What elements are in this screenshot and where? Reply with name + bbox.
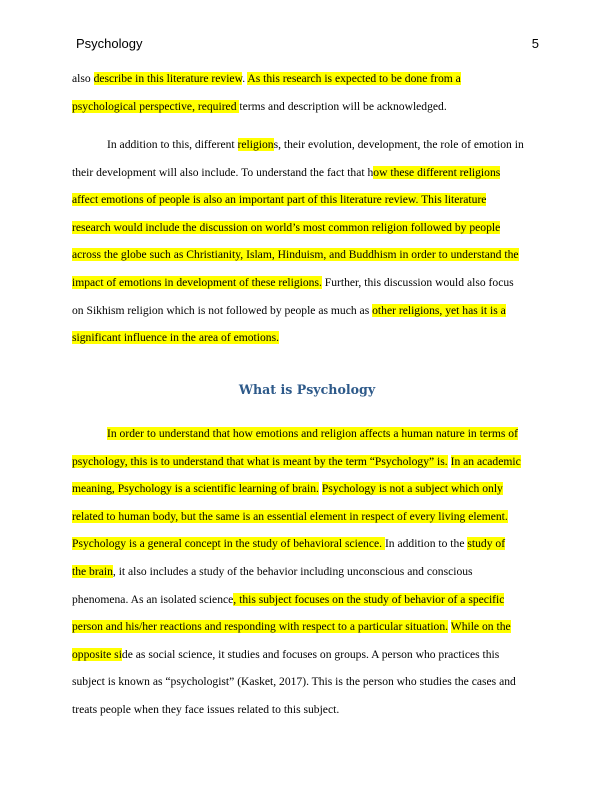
running-head: Psychology [76, 36, 143, 51]
text-run: In addition to the [384, 537, 468, 551]
highlighted-text: As this research is expected to be done from a [247, 72, 461, 85]
page-header [76, 36, 539, 52]
text-line [72, 420, 542, 448]
highlighted-text: other religions, yet has it is a [372, 303, 506, 317]
paragraph-3 [72, 420, 542, 724]
text-run: de as social science, it studies and focuses on groups. A person who practices this [121, 647, 500, 661]
text-line [72, 186, 542, 214]
highlighted-text: impact of emotions in development of these religions. [72, 275, 322, 289]
highlighted-text: psychology, this is to understand that what is meant by the term “Psychology” is. [72, 454, 448, 468]
highlighted-text: across the globe such as Christianity, Islam, Hinduism, and Buddhism in order to understand the [72, 248, 519, 262]
section-heading: What is Psychology [238, 382, 376, 397]
highlighted-text: psychological perspective, required [72, 99, 240, 113]
highlighted-text: While on the [450, 620, 511, 634]
text-line [72, 668, 542, 696]
text-line [72, 297, 542, 325]
highlighted-text: study of [467, 537, 506, 551]
paragraph-1 [72, 65, 542, 120]
text-line [72, 475, 542, 503]
highlighted-text: In order to understand that how emotions and religion affects a human nature in terms of [107, 427, 518, 440]
text-line [72, 641, 542, 669]
highlighted-text: In an academic [450, 454, 521, 468]
text-line [72, 159, 542, 187]
text-line [72, 613, 542, 641]
highlighted-text: the brain [72, 564, 113, 578]
text-run: . [242, 72, 248, 85]
text-run: In addition to this, different [107, 138, 238, 151]
text-run: also [72, 72, 94, 85]
highlighted-text: Psychology is not a subject which only [321, 482, 503, 496]
page-number: 5 [531, 36, 539, 51]
text-run: terms and description will be acknowledged. [239, 99, 447, 113]
highlighted-text: related to human body, but the same is an essential element in respect of every living element. [72, 509, 508, 523]
text-run: subject is known as “psychologist” (Kasket, 2017). This is the person who studies the cases and [72, 675, 516, 689]
highlighted-text: person and his/her reactions and responding with respect to a particular situation. [72, 620, 449, 634]
text-line [72, 269, 542, 297]
highlighted-text: describe in this literature review [93, 72, 243, 85]
text-line [72, 503, 542, 531]
highlighted-text: religion [237, 138, 274, 151]
highlighted-text: ow these different religions [373, 165, 501, 179]
text-line [72, 214, 542, 242]
text-line [72, 93, 542, 121]
text-run: on Sikhism religion which is not followed by people as much as [72, 303, 373, 317]
highlighted-text: , this subject focuses on the study of behavior of a specific [233, 592, 505, 606]
highlighted-text: significant influence in the area of emotions. [72, 331, 280, 345]
highlighted-text: affect emotions of people is also an important part of this literature review. This literature [72, 193, 487, 207]
text-line [72, 241, 542, 269]
text-line [72, 696, 542, 724]
text-line [72, 131, 542, 159]
highlighted-text: Psychology is a general concept in the study of behavioral science. [72, 537, 385, 551]
highlighted-text: meaning, Psychology is a scientific learning of brain. [72, 482, 319, 496]
text-run: phenomena. As an isolated science [72, 592, 234, 606]
text-line [72, 558, 542, 586]
text-run: s, their evolution, development, the role of emotion in [273, 138, 524, 151]
text-line [72, 530, 542, 558]
text-line [72, 324, 542, 352]
text-line [72, 448, 542, 476]
highlighted-text: research would include the discussion on world’s most common religion followed by people [72, 220, 501, 234]
text-line [72, 65, 542, 93]
text-run: Further, this discussion would also focus [321, 275, 514, 289]
highlighted-text: opposite si [72, 647, 122, 661]
text-line [72, 586, 542, 614]
text-run: their development will also include. To understand the fact that h [72, 165, 374, 179]
paragraph-2 [72, 131, 542, 352]
text-run: , it also includes a study of the behavior including unconscious and conscious [112, 564, 473, 578]
text-run: treats people when they face issues related to this subject. [72, 702, 340, 716]
